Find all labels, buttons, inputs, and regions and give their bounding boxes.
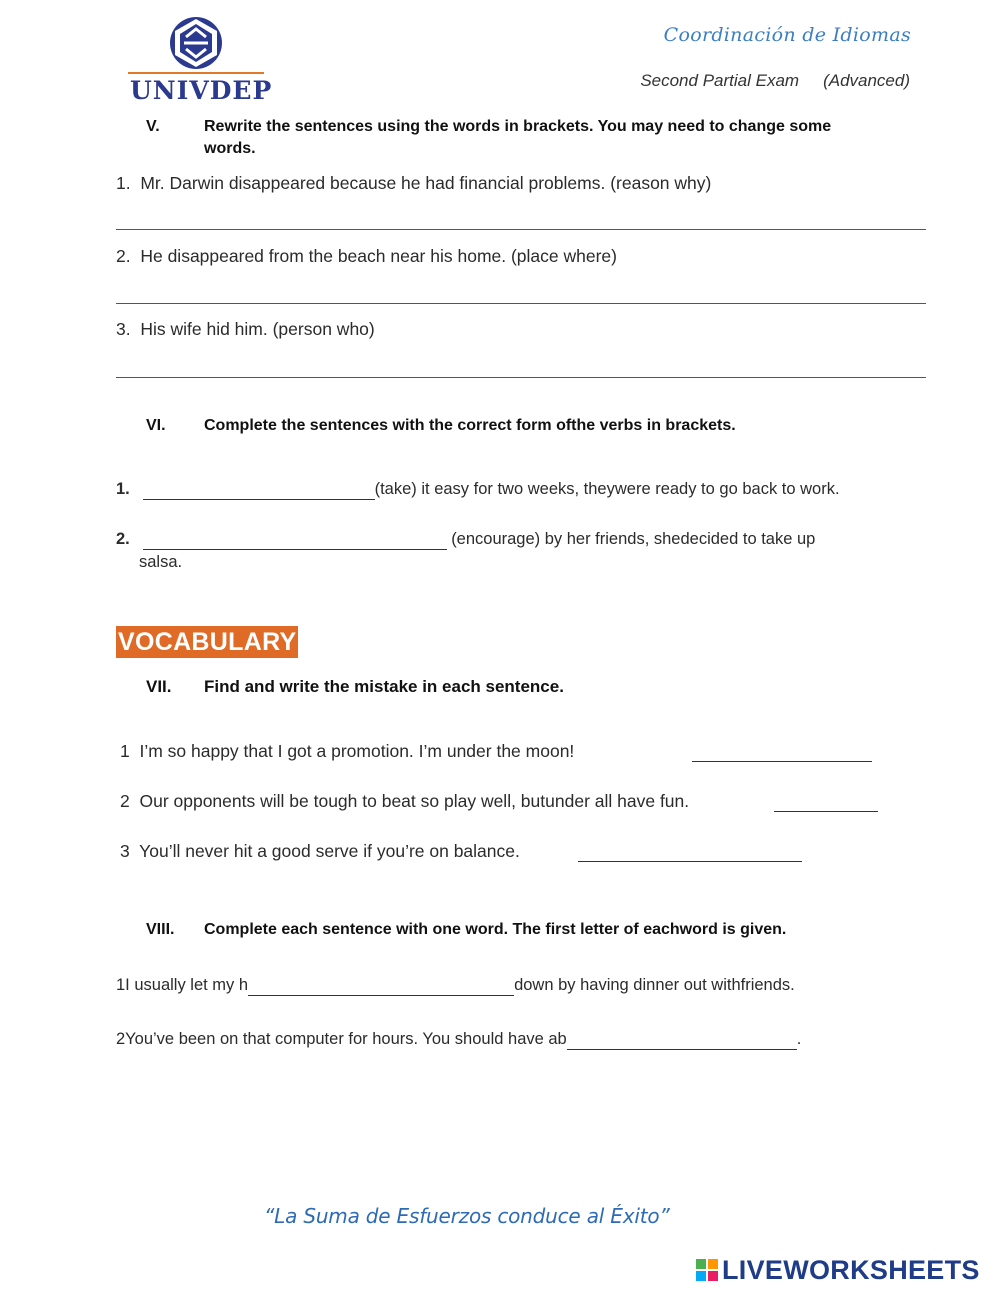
- section-v-item-2: [116, 246, 617, 267]
- item-suffix: .: [796, 1030, 802, 1048]
- answer-input-vii-1[interactable]: [692, 743, 872, 762]
- item-text: I’m so happy that I got a promotion. I’m under the moon!: [139, 741, 575, 761]
- section-viii-number: VIII.: [146, 921, 175, 938]
- item-text: You’ll never hit a good serve if you’re on balance.: [139, 841, 520, 861]
- liveworksheets-brand: [696, 1255, 980, 1285]
- item-number: 2.: [116, 246, 131, 266]
- answer-input-vii-2[interactable]: [774, 793, 878, 812]
- item-text: Mr. Darwin disappeared because he had financial problems. (reason why): [140, 173, 712, 193]
- section-vii-item-2: [120, 791, 689, 812]
- item-text: He disappeared from the beach near his home. (place where): [140, 246, 617, 266]
- section-v-instruction: Rewrite the sentences using the words in brackets. You may need to change some: [204, 118, 832, 135]
- coordination-title: Coordinación de Idiomas: [663, 24, 911, 46]
- answer-input-vii-3[interactable]: [578, 843, 802, 862]
- section-vi-item-1: [116, 480, 840, 500]
- item-number: 1.: [116, 480, 130, 498]
- section-v-item-3: [116, 319, 375, 340]
- item-text: (take) it easy for two weeks, theywere ready to go back to work.: [374, 480, 840, 498]
- motto: “La Suma de Esfuerzos conduce al Éxito”: [264, 1204, 670, 1228]
- univdep-emblem-icon: [128, 14, 264, 72]
- item-number: 1.: [116, 173, 131, 193]
- logo-underline: [128, 72, 264, 74]
- item-text: (encourage) by her friends, shedecided to take up: [451, 530, 816, 548]
- item-number: 1: [120, 741, 130, 761]
- section-v-item-1: [116, 173, 711, 194]
- section-vi-instruction: Complete the sentences with the correct form ofthe verbs in brackets.: [204, 417, 736, 434]
- exam-name: Second Partial Exam: [640, 71, 800, 90]
- logo-wordmark: UNIVDEP: [130, 76, 273, 105]
- section-vii-item-1: [120, 741, 574, 762]
- section-viii-heading: [146, 921, 786, 939]
- liveworksheets-logo-icon: [696, 1259, 718, 1281]
- answer-input-viii-1[interactable]: [248, 977, 514, 996]
- section-vi-number: VI.: [146, 417, 166, 434]
- section-vii-number: VII.: [146, 677, 172, 696]
- item-number: 3: [120, 841, 130, 861]
- item-text: Our opponents will be tough to beat so play well, butunder all have fun.: [139, 791, 690, 811]
- section-v-number: V.: [146, 118, 160, 135]
- item-text: His wife hid him. (person who): [140, 319, 375, 339]
- section-vi-heading: [146, 417, 736, 435]
- item-number: 3.: [116, 319, 131, 339]
- section-vii-instruction: Find and write the mistake in each sentence.: [204, 677, 564, 696]
- section-vii-item-3: [120, 841, 520, 862]
- vocabulary-label: VOCABULARY: [118, 628, 297, 656]
- exam-level: (Advanced): [823, 71, 910, 90]
- section-vi-item-2: [116, 530, 815, 550]
- answer-input-v-3[interactable]: [116, 366, 926, 378]
- item-suffix: down by having dinner out withfriends.: [514, 976, 795, 994]
- item-prefix: 1I usually let my h: [116, 976, 249, 994]
- answer-input-v-1[interactable]: [116, 218, 926, 230]
- section-v-instruction-cont: words.: [204, 140, 256, 157]
- answer-input-v-2[interactable]: [116, 292, 926, 304]
- section-viii-item-1: [116, 976, 795, 996]
- section-viii-item-2: [116, 1030, 801, 1050]
- section-viii-instruction: Complete each sentence with one word. The first letter of eachword is given.: [204, 921, 787, 938]
- answer-input-vi-1[interactable]: [143, 481, 375, 500]
- item-prefix: 2You’ve been on that computer for hours. You should have ab: [116, 1030, 567, 1048]
- item-number: 2: [120, 791, 130, 811]
- section-vii-heading: [146, 677, 564, 697]
- section-v-heading: [146, 118, 831, 136]
- answer-input-viii-2[interactable]: [567, 1031, 797, 1050]
- item-number: 2.: [116, 530, 130, 548]
- section-vi-item-2-cont: salsa.: [139, 553, 183, 571]
- exam-title: [640, 71, 910, 91]
- univdep-logo: [128, 14, 273, 106]
- answer-input-vi-2[interactable]: [143, 531, 447, 550]
- liveworksheets-wordmark: LIVEWORKSHEETS: [722, 1254, 980, 1285]
